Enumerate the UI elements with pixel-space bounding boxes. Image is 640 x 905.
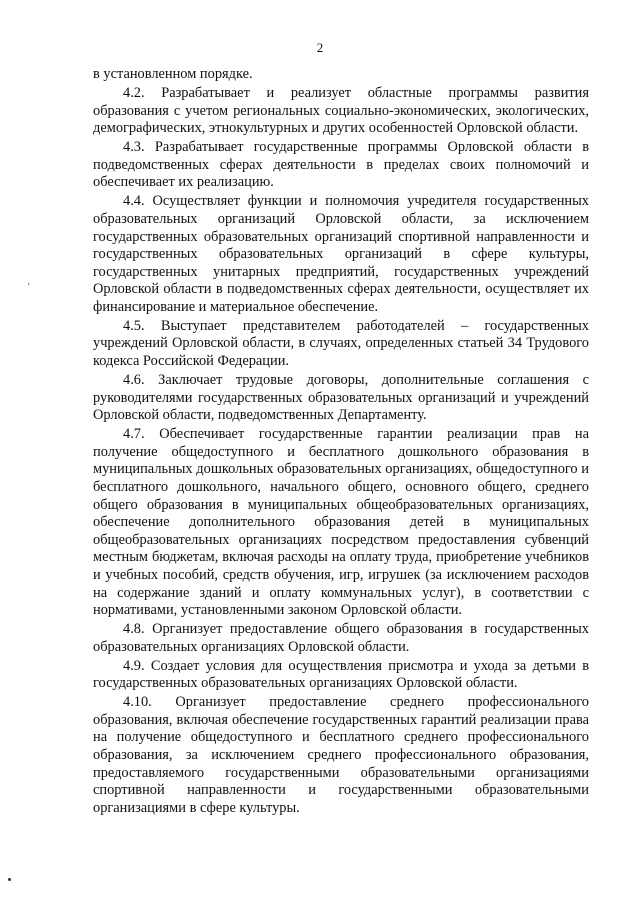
paragraph-4-2: 4.2. Разрабатывает и реализует областные программы развития образования с учетом региональных социально-экономических, экологических, демографических, этнокультурных и других особенностей Орловской области. (93, 84, 589, 137)
paragraph-4-9: 4.9. Создает условия для осуществления присмотра и ухода за детьми в государственных образовательных организациях Орловской области. (93, 657, 589, 692)
scan-artifact (8, 878, 11, 881)
paragraph-4-7: 4.7. Обеспечивает государственные гарантии реализации прав на получение общедоступного и бесплатного дошкольного образования в муниципальных дошкольных образовательных организациях, общедоступного и бесплатного дошкольного, начального общего, основного общего, среднего общего образования в муниципальных общеобразовательных организациях, обеспечение дополнительного образования детей в муниципальных общеобразовательных организациях посредством предоставления субвенций местным бюджетам, включая расходы на оплату труда, приобретение учебников и учебных пособий, средств обучения, игр, игрушек (за исключением расходов на содержание зданий и оплату коммунальных услуг), в соответствии с нормативами, установленными законом Орловской области. (93, 426, 589, 619)
document-body (93, 66, 589, 819)
paragraph-continuation: в установленном порядке. (93, 66, 253, 82)
page-number: 2 (316, 40, 324, 55)
paragraph-4-10: 4.10. Организует предоставление среднего профессионального образования, включая обеспечение государственных гарантий реализации права на получение общедоступного и бесплатного среднего профессионального образования, за исключением среднего профессионального образования, предоставляемого государственными образовательными организациями спортивной направленности и государственными образовательными организациями в сфере культуры. (93, 694, 589, 816)
paragraph-4-8: 4.8. Организует предоставление общего образования в государственных образовательных организациях Орловской области. (93, 621, 589, 655)
paragraph-4-4: 4.4. Осуществляет функции и полномочия учредителя государственных образовательных организаций Орловской области, за исключением государственных образовательных организаций спортивной направленности и государственных образовательных организаций в сфере культуры, государственных унитарных предприятий, государственных учреждений Орловской области в подведомственных сферах деятельности, осуществляет их финансирование и материальное обеспечение. (93, 193, 589, 315)
paragraph-4-3: 4.3. Разрабатывает государственные программы Орловской области в подведомственных сферах деятельности в пределах своих полномочий и обеспечивает их реализацию. (93, 139, 589, 191)
paragraph-4-6: 4.6. Заключает трудовые договоры, дополнительные соглашения с руководителями государственных образовательных организаций и учреждений Орловской области, подведомственных Департаменту. (93, 372, 589, 424)
paragraph-4-5: 4.5. Выступает представителем работодателей – государственных учреждений Орловской области, в случаях, определенных статьей 34 Трудового кодекса Российской Федерации. (93, 317, 589, 370)
margin-mark: ʼ (27, 282, 31, 293)
